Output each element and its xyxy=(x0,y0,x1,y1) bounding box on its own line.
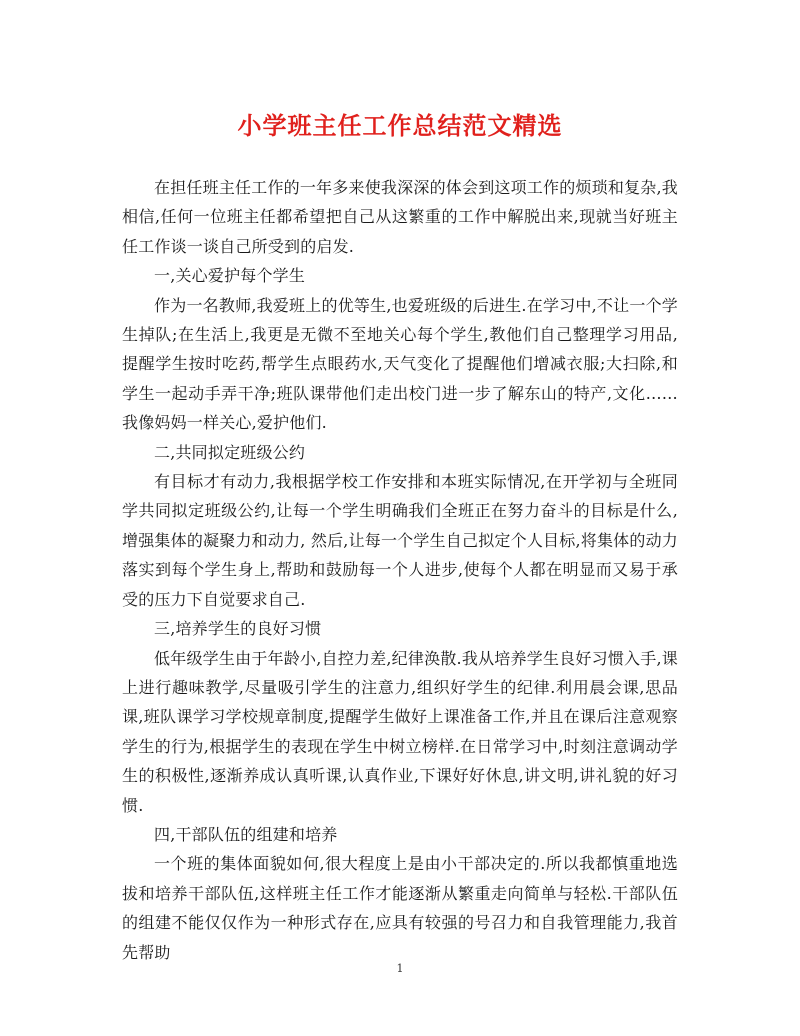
section-paragraph-3: 低年级学生由于年龄小,自控力差,纪律涣散.我从培养学生良好习惯入手,课上进行趣味教学,尽量吸引学生的注意力,组织好学生的纪律.利用晨会课,思品课,班队课学习学校规章制度,提醒学生做好上课准备工作,并且在课后注意观察学生的行为,根据学生的表现在学生中树立榜样.在日常学习中,时刻注意调动学生的积极性,逐渐养成认真听课,认真作业,下课好好休息,讲文明,讲礼貌的好习惯. xyxy=(122,648,678,815)
intro-paragraph: 在担任班主任工作的一年多来使我深深的体会到这项工作的烦琐和复杂,我相信,任何一位班主任都希望把自己从这繁重的工作中解脱出来,现就当好班主任工作谈一谈自己所受到的启发. xyxy=(122,178,678,256)
section-heading-2: 二,共同拟定班级公约 xyxy=(154,442,306,462)
section-paragraph-2: 有目标才有动力,我根据学校工作安排和本班实际情况,在开学初与全班同学共同拟定班级公约,让每一个学生明确我们全班正在努力奋斗的目标是什么,增强集体的凝聚力和动力, 然后,让每一个学生自己拟定个人目标,将集体的动力落实到每个学生身上,帮助和鼓励每一个人进步,使每个人都在明显而又易于承受的压力下自觉要求自己. xyxy=(122,472,678,609)
section-heading-4: 四,干部队伍的组建和培养 xyxy=(154,824,338,844)
section-paragraph-4: 一个班的集体面貌如何,很大程度上是由小干部决定的.所以我都慎重地选拔和培养干部队伍,这样班主任工作才能逐渐从繁重走向简单与轻松.干部队伍的组建不能仅仅作为一种形式存在,应具有较强的号召力和自我管理能力,我首先帮助 xyxy=(122,854,678,962)
document-body xyxy=(122,173,678,967)
section-paragraph-1: 作为一名教师,我爱班上的优等生,也爱班级的后进生.在学习中,不让一个学生掉队;在生活上,我更是无微不至地关心每个学生,教他们自己整理学习用品,提醒学生按时吃药,帮学生点眼药水,天气变化了提醒他们增减衣服;大扫除,和学生一起动手弄干净;班队课带他们走出校门进一步了解东山的特产,文化……我像妈妈一样关心,爱护他们. xyxy=(122,295,678,433)
section-heading-3: 三,培养学生的良好习惯 xyxy=(154,619,322,639)
document-title: 小学班主任工作总结范文精选 xyxy=(237,111,563,140)
page-number: 1 xyxy=(396,962,404,975)
section-heading-1: 一,关心爱护每个学生 xyxy=(154,266,306,286)
